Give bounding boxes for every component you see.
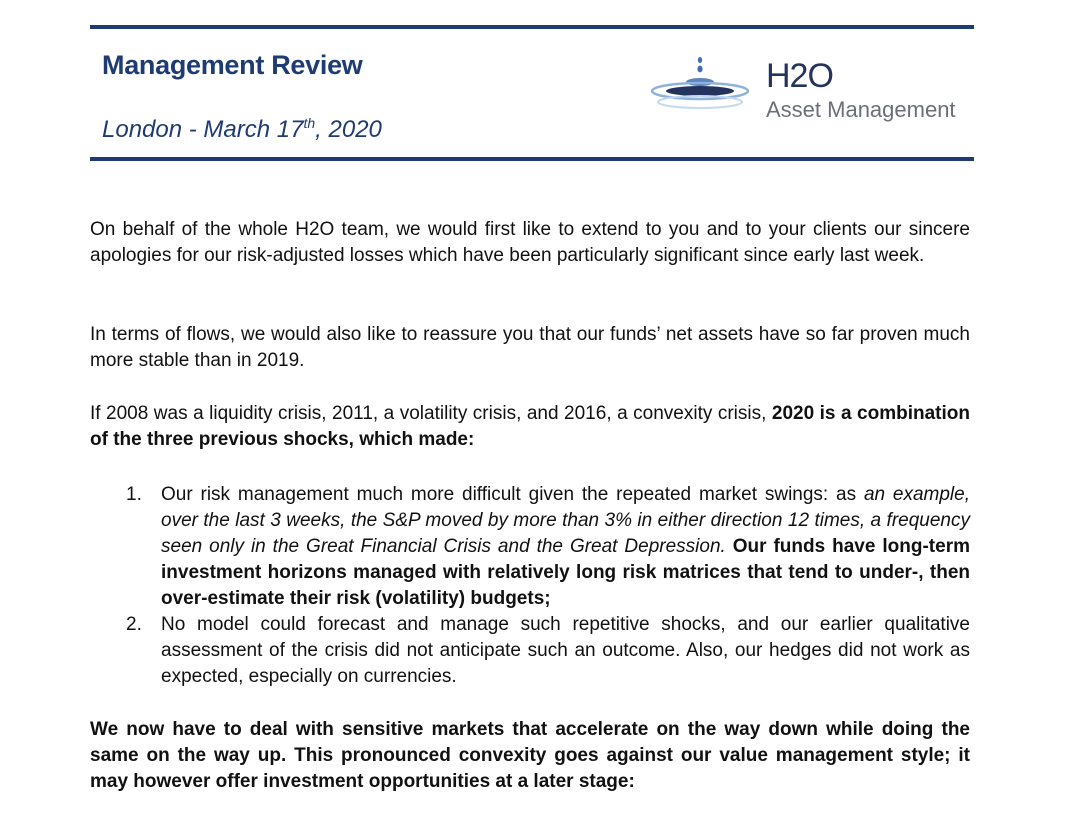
page-subtitle-date: London - March 17th, 2020 <box>102 115 382 143</box>
logo-name: H2O <box>766 57 833 95</box>
paragraph-crisis: If 2008 was a liquidity crisis, 2011, a volatility crisis, and 2016, a convexity crisis, 2020 is a combination of the three previous shocks, which made: <box>90 403 970 450</box>
numbered-list <box>90 482 970 690</box>
header-bottom-rule <box>90 157 974 161</box>
paragraph-apology: On behalf of the whole H2O team, we would first like to extend to you and to your clients our sincere apologies for our risk-adjusted losses which have been particularly significant since early last week. <box>90 219 970 266</box>
list-item: 2. No model could forecast and manage such repetitive shocks, and our earlier qualitative assessment of the crisis did not anticipate such an outcome. Also, our hedges did not work as expected, especially on currencies. <box>126 614 970 687</box>
h2o-logo <box>648 55 978 130</box>
logo-tagline: Asset Management <box>766 97 956 122</box>
paragraph-flows: In terms of flows, we would also like to reassure you that our funds’ net assets have so far proven much more stable than in 2019. <box>90 324 970 371</box>
header-top-rule <box>90 25 974 29</box>
paragraph-convexity: We now have to deal with sensitive markets that accelerate on the way down while doing the same on the way up. This pronounced convexity goes against our value management style; it may however offer investment opportunities at a later stage: <box>90 719 970 792</box>
page-title: Management Review <box>102 50 363 80</box>
list-item: 1. Our risk management much more difficult given the repeated market swings: as an example, over the last 3 weeks, the S&P moved by more than 3% in either direction 12 times, a frequency seen only in the Great Financial Crisis and the Great Depression. Our funds have long-term investment horizons managed with relatively long risk matrices that tend to under-, then over-estimate their risk (volatility) budgets; <box>126 484 970 609</box>
water-drop-icon <box>648 55 758 125</box>
